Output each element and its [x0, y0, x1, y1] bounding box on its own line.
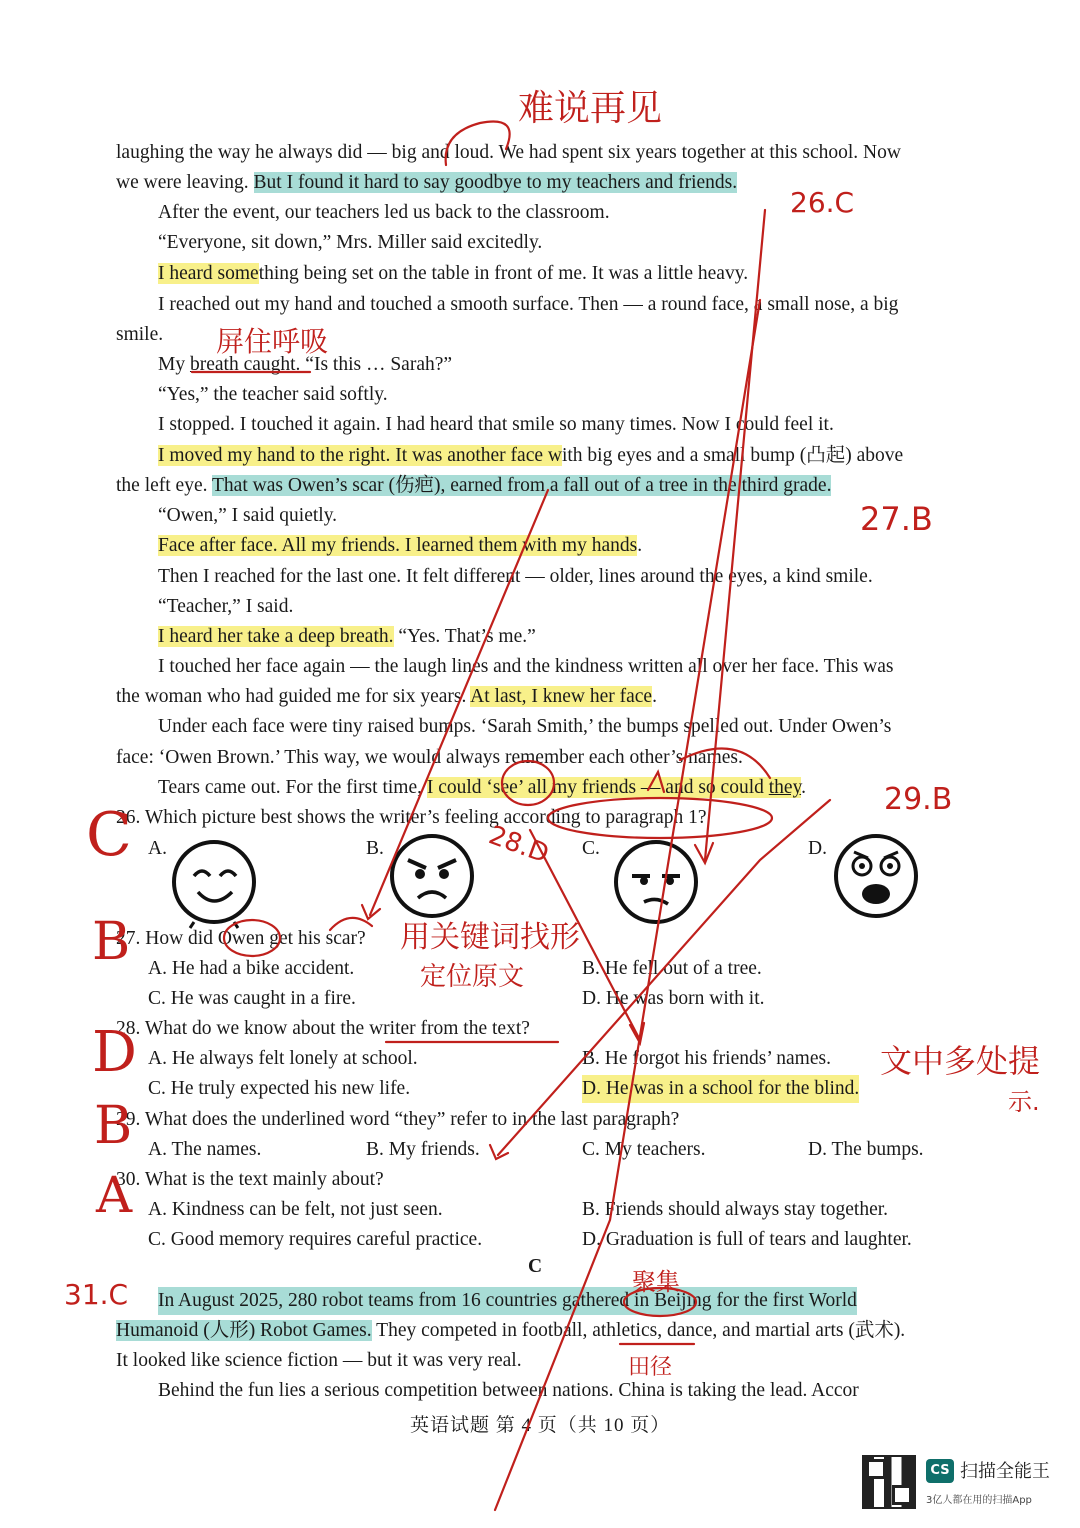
annotation-nanshuozaijian: 难说再见 — [518, 88, 663, 129]
shocked-face-icon — [830, 830, 924, 924]
text-span: Tears came out. For the first time, — [158, 777, 427, 798]
annotation-answer-30: A — [96, 1166, 133, 1224]
text-span: My — [158, 354, 190, 375]
option-30c: C. Good memory requires careful practice. — [148, 1229, 483, 1250]
option-28b: B. He forgot his friends’ names. — [582, 1048, 831, 1069]
annotation-27b: 27.B — [860, 500, 933, 538]
passage-c-line: It looked like science fiction — but it was very real. — [116, 1350, 522, 1371]
bored-face-icon — [610, 836, 704, 930]
option-27b: B. He fell out of a tree. — [582, 958, 762, 979]
annotation-locate-keyword: 用关键词找形 — [400, 920, 580, 955]
option-27a: A. He had a bike accident. — [148, 958, 355, 979]
passage-line — [158, 623, 536, 651]
option-28c: C. He truly expected his new life. — [148, 1078, 411, 1099]
highlighted-sentence: Face after face. All my friends. I learned them with my hands — [158, 535, 638, 556]
option-30d: D. Graduation is full of tears and laughter. — [582, 1229, 912, 1250]
option-29d: D. The bumps. — [808, 1139, 924, 1160]
text-span: the woman who had guided me for six years. — [116, 686, 471, 707]
option-28d: D. He was in a school for the blind. — [582, 1075, 859, 1103]
scanner-watermark — [862, 1455, 1062, 1511]
annotation-answer-27: B — [92, 912, 131, 972]
passage-line — [116, 169, 737, 197]
passage-line: Under each face were tiny raised bumps. ‘Sarah Smith,’ the bumps spelled out. Under Owen’s — [158, 716, 892, 737]
question-28: 28. What do we know about the writer from the text? — [116, 1018, 530, 1039]
annotation-31c: 31.C — [64, 1278, 129, 1311]
underlined-word-they: they — [768, 777, 802, 798]
option-27c: C. He was caught in a fire. — [148, 988, 356, 1009]
text-span: the left eye. — [116, 475, 213, 496]
highlighted-sentence: I heard some — [158, 263, 259, 284]
annotation-breath: 屏住呼吸 — [216, 325, 329, 358]
passage-line: I touched her face again — the laugh lines and the kindness written all over her face. This was — [158, 656, 894, 677]
text-span: They competed in football, athletics, dance, and martial arts (武术). — [371, 1320, 906, 1341]
question-26: 26. Which picture best shows the writer’s feeling according to paragraph 1? — [116, 807, 707, 828]
option-26b: B. — [366, 838, 384, 859]
passage-line: “Teacher,” I said. — [158, 596, 294, 617]
passage-line — [158, 774, 806, 802]
option-29a: A. The names. — [148, 1139, 262, 1160]
annotation-hint-end: 示. — [1008, 1088, 1040, 1116]
passage-line: “Everyone, sit down,” Mrs. Miller said excitedly. — [158, 232, 543, 253]
option-29c: C. My teachers. — [582, 1139, 706, 1160]
annotation-locate-text: 定位原文 — [420, 962, 525, 992]
question-29: 29. What does the underlined word “they” refer to in the last paragraph? — [116, 1109, 680, 1130]
option-26d: D. — [808, 838, 827, 859]
passage-line: smile. — [116, 324, 164, 345]
option-27d: D. He was born with it. — [582, 988, 765, 1009]
underlined-phrase: breath caught. — [189, 354, 301, 375]
passage-line: I reached out my hand and touched a smooth surface. Then — a round face, a small nose, a big — [158, 294, 899, 315]
question-27: 27. How did Owen get his scar? — [116, 928, 366, 949]
option-30a: A. Kindness can be felt, not just seen. — [148, 1199, 443, 1220]
text-span: “Is this … Sarah?” — [300, 354, 453, 375]
highlighted-sentence: I could ‘see’ all my friends — and so could — [426, 777, 769, 798]
highlighted-sentence: But I found it hard to say goodbye to my teachers and friends. — [253, 172, 738, 193]
passage-line — [158, 260, 748, 288]
annotation-gathered: 聚集 — [632, 1268, 680, 1296]
option-28a: A. He always felt lonely at school. — [148, 1048, 418, 1069]
passage-line: I stopped. I touched it again. I had heard that smile so many times. Now I could feel it. — [158, 414, 834, 435]
happy-face-icon — [168, 836, 262, 930]
angry-face-icon — [386, 830, 480, 924]
highlighted-sentence: I heard her take a deep breath. — [158, 626, 394, 647]
option-26a: A. — [148, 838, 167, 859]
text-span: ith big eyes and a small bump (凸起) above — [561, 445, 904, 466]
text-span: thing being set on the table in front of me. It was a little heavy. — [258, 263, 749, 284]
passage-line — [158, 442, 903, 470]
qr-code-icon — [862, 1455, 916, 1509]
brand-tagline: 3亿人都在用的扫描App — [926, 1495, 1032, 1506]
passage-line: Then I reached for the last one. It felt different — older, lines around the eyes, a kind smile. — [158, 566, 873, 587]
section-c-heading: C — [528, 1256, 543, 1277]
page-footer: 英语试题 第 4 页（共 10 页） — [410, 1415, 671, 1436]
annotation-29b: 29.B — [884, 782, 953, 817]
text-span: “Yes. That’s me.” — [393, 626, 536, 647]
question-30: 30. What is the text mainly about? — [116, 1169, 384, 1190]
annotation-answer-28: D — [92, 1020, 137, 1085]
highlighted-sentence: Humanoid (人形) Robot Games. — [116, 1320, 372, 1341]
text-span: . — [652, 686, 657, 707]
annotation-28d: 28.D — [484, 820, 553, 870]
annotation-hint: 文中多处提 — [880, 1042, 1041, 1080]
highlighted-sentence: At last, I knew her face — [470, 686, 653, 707]
passage-line: laughing the way he always did — big and loud. We had spent six years together at this school. Now — [116, 142, 901, 163]
text-span: . — [801, 777, 806, 798]
passage-line: After the event, our teachers led us back to the classroom. — [158, 202, 610, 223]
passage-line — [158, 532, 642, 560]
passage-line: face: ‘Owen Brown.’ This way, we would always remember each other’s names. — [116, 747, 743, 768]
highlighted-sentence: That was Owen’s scar (伤疤), earned from a fall out of a tree in the third grade. — [212, 475, 832, 496]
annotation-26c: 26.C — [790, 186, 855, 219]
text-span: we were leaving. — [116, 172, 254, 193]
text-span: . — [637, 535, 643, 556]
option-30b: B. Friends should always stay together. — [582, 1199, 889, 1220]
annotation-athletics: 田径 — [628, 1355, 673, 1380]
highlighted-sentence: I moved my hand to the right. It was another face w — [158, 445, 562, 466]
passage-line: “Yes,” the teacher said softly. — [158, 384, 388, 405]
annotation-answer-29: B — [94, 1096, 133, 1156]
camscanner-logo-icon: CS — [926, 1459, 954, 1483]
passage-c-line: In August 2025, 280 robot teams from 16 countries gathered in Beijing for the first World — [158, 1287, 857, 1315]
option-29b: B. My friends. — [366, 1139, 480, 1160]
brand-name: 扫描全能王 — [960, 1461, 1050, 1482]
passage-c-line — [116, 1317, 905, 1345]
annotation-answer-26: C — [86, 800, 132, 870]
passage-line — [116, 683, 657, 711]
passage-c-line: Behind the fun lies a serious competition between nations. China is taking the lead. Accor — [158, 1380, 859, 1401]
passage-line: “Owen,” I said quietly. — [158, 505, 338, 526]
passage-line — [116, 472, 831, 500]
option-26c: C. — [582, 838, 600, 859]
